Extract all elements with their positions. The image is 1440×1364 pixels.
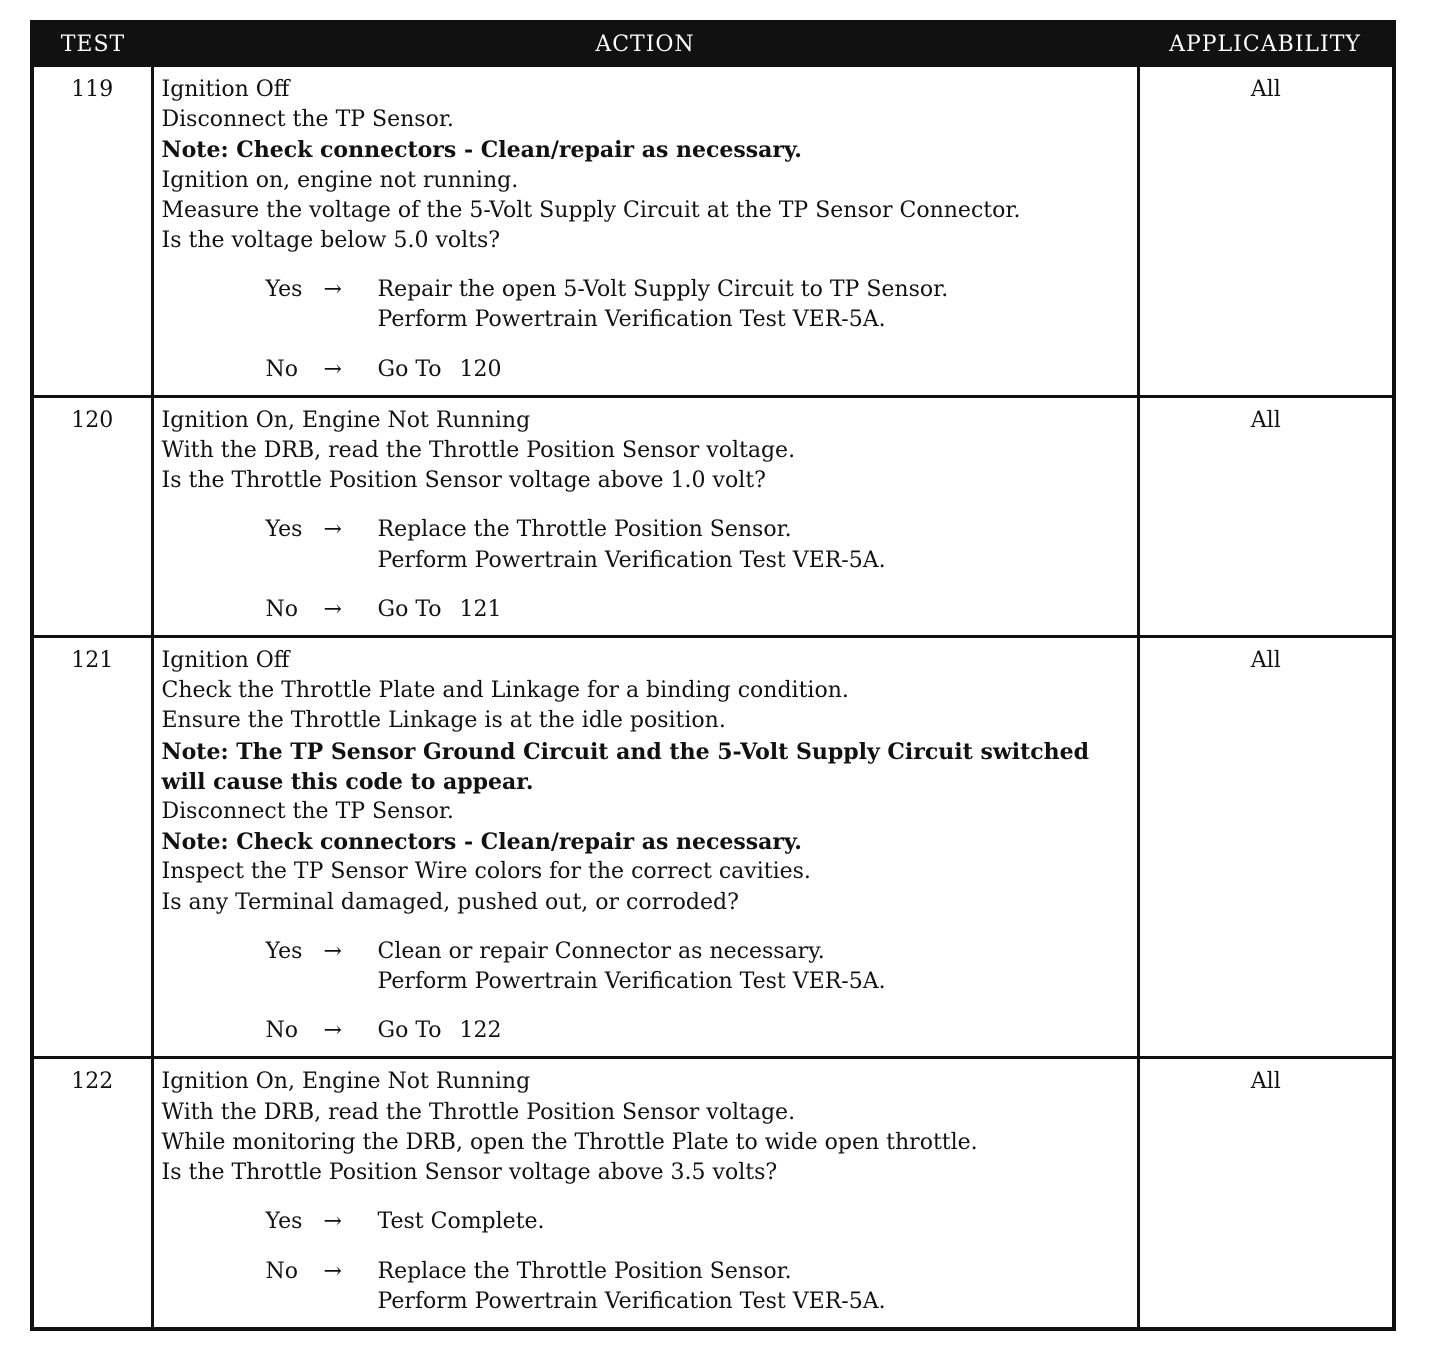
step-line: Inspect the TP Sensor Wire colors for the correct cavities. — [161, 859, 811, 885]
no-label: No — [265, 1258, 298, 1284]
note-line: Note: The TP Sensor Ground Circuit and the 5-Volt Supply Circuit switched will cause this code to appear. — [161, 738, 1090, 795]
result-line: Clean or repair Connector as necessary. — [377, 938, 825, 964]
right-arrow-icon: → — [323, 277, 342, 303]
yes-label: Yes — [265, 277, 303, 303]
step-line: While monitoring the DRB, open the Throttle Plate to wide open throttle. — [161, 1129, 978, 1155]
no-outcome — [162, 595, 1131, 625]
table-row — [32, 396, 1394, 636]
no-label: No — [265, 356, 298, 382]
column-header-applicability: APPLICABILITY — [1138, 22, 1394, 66]
result-line: Repair the open 5-Volt Supply Circuit to TP Sensor. — [377, 277, 949, 303]
table-row — [32, 637, 1394, 1058]
yes-label: Yes — [265, 938, 303, 964]
step-line: Is the voltage below 5.0 volts? — [161, 228, 501, 254]
action-cell — [152, 1058, 1138, 1329]
test-number: 121 — [32, 637, 152, 1058]
note-line: Note: Check connectors - Clean/repair as necessary. — [161, 137, 802, 164]
diagnostic-test-table — [30, 20, 1396, 1331]
result-line: Replace the Throttle Position Sensor. — [377, 517, 792, 543]
yes-result — [378, 1207, 1131, 1237]
step-line: Ignition On, Engine Not Running — [161, 407, 531, 433]
result-line: Perform Powertrain Verification Test VER-5A. — [377, 547, 886, 573]
goto-line — [378, 595, 1131, 625]
right-arrow-icon: → — [323, 356, 342, 382]
no-outcome — [162, 1257, 1131, 1317]
diagnostic-test-page — [30, 20, 1392, 1331]
right-arrow-icon: → — [323, 596, 342, 622]
yes-result — [378, 275, 1131, 335]
test-number: 120 — [32, 396, 152, 636]
result-line: Perform Powertrain Verification Test VER-5A. — [377, 969, 886, 995]
right-arrow-icon: → — [323, 1209, 342, 1235]
table-row — [32, 66, 1394, 397]
no-result — [378, 355, 1131, 385]
step-line: Is any Terminal damaged, pushed out, or corroded? — [161, 889, 739, 915]
result-line: Perform Powertrain Verification Test VER-5A. — [377, 1288, 886, 1314]
goto-test-number: 120 — [459, 356, 502, 382]
step-line: With the DRB, read the Throttle Position Sensor voltage. — [161, 1099, 796, 1125]
step-line: Disconnect the TP Sensor. — [161, 107, 454, 133]
no-outcome — [162, 355, 1131, 385]
goto-test-number: 122 — [459, 1018, 502, 1044]
right-arrow-icon: → — [323, 1018, 342, 1044]
result-line: Test Complete. — [377, 1209, 545, 1235]
right-arrow-icon: → — [323, 1258, 342, 1284]
step-line: Check the Throttle Plate and Linkage for a binding condition. — [161, 678, 849, 704]
goto-line — [378, 1016, 1131, 1046]
no-result — [378, 1016, 1131, 1046]
applicability-cell: All — [1138, 637, 1394, 1058]
step-line: Is the Throttle Position Sensor voltage above 3.5 volts? — [161, 1160, 778, 1186]
step-line: Is the Throttle Position Sensor voltage above 1.0 volt? — [161, 468, 766, 494]
column-header-action: ACTION — [152, 22, 1138, 66]
goto-label: Go To — [377, 356, 442, 382]
no-result — [378, 1257, 1131, 1317]
no-label: No — [265, 596, 298, 622]
step-line: Ignition on, engine not running. — [161, 167, 519, 193]
no-label: No — [265, 1018, 298, 1044]
yes-outcome — [162, 937, 1131, 997]
yes-outcome — [162, 1207, 1131, 1237]
step-line: Measure the voltage of the 5-Volt Supply Circuit at the TP Sensor Connector. — [161, 197, 1021, 223]
test-number: 122 — [32, 1058, 152, 1329]
yes-result — [378, 937, 1131, 997]
step-line: Disconnect the TP Sensor. — [161, 799, 454, 825]
column-header-test: TEST — [32, 22, 152, 66]
step-line: Ignition Off — [161, 648, 290, 674]
action-cell — [152, 396, 1138, 636]
test-number: 119 — [32, 66, 152, 397]
result-line: Perform Powertrain Verification Test VER-5A. — [377, 307, 886, 333]
applicability-cell: All — [1138, 1058, 1394, 1329]
step-line: Ignition Off — [161, 77, 290, 102]
action-cell — [152, 66, 1138, 397]
step-line: Ignition On, Engine Not Running — [161, 1069, 531, 1095]
step-line: With the DRB, read the Throttle Position Sensor voltage. — [161, 438, 796, 464]
yes-outcome — [162, 275, 1131, 335]
applicability-cell: All — [1138, 66, 1394, 397]
yes-label: Yes — [265, 1209, 303, 1235]
goto-label: Go To — [377, 596, 442, 622]
action-cell — [152, 637, 1138, 1058]
yes-label: Yes — [265, 517, 303, 543]
step-line: Ensure the Throttle Linkage is at the idle position. — [161, 708, 726, 734]
table-row — [32, 1058, 1394, 1329]
yes-outcome — [162, 515, 1131, 575]
no-result — [378, 595, 1131, 625]
applicability-cell: All — [1138, 396, 1394, 636]
yes-result — [378, 515, 1131, 575]
goto-line — [378, 355, 1131, 385]
right-arrow-icon: → — [323, 517, 342, 543]
right-arrow-icon: → — [323, 938, 342, 964]
table-header-row — [32, 22, 1394, 66]
no-outcome — [162, 1016, 1131, 1046]
goto-test-number: 121 — [459, 596, 502, 622]
result-line: Replace the Throttle Position Sensor. — [377, 1258, 792, 1284]
note-line: Note: Check connectors - Clean/repair as necessary. — [161, 829, 802, 856]
table-body — [32, 66, 1394, 1329]
goto-label: Go To — [377, 1018, 442, 1044]
